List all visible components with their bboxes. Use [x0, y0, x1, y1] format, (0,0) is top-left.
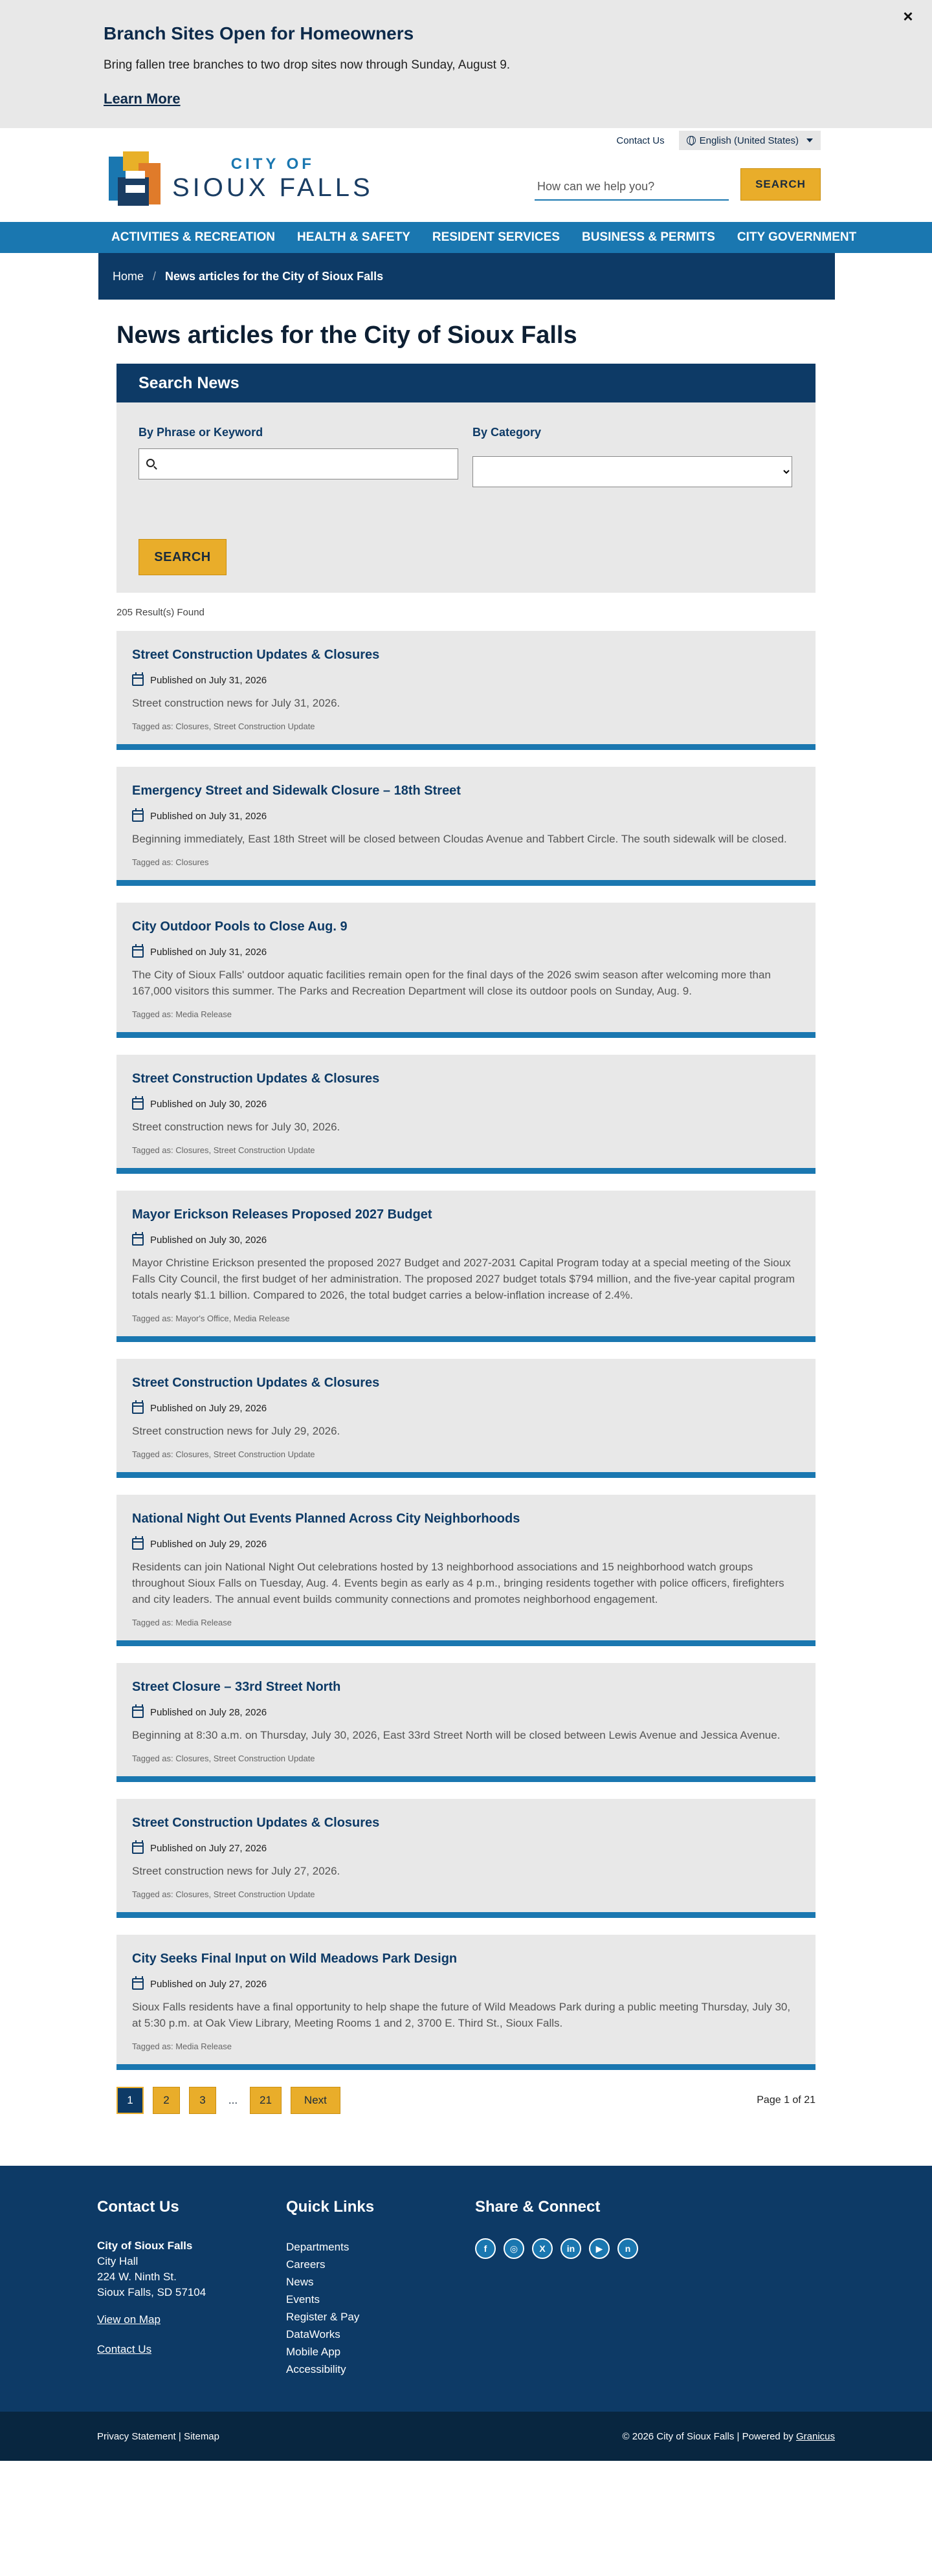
granicus-link[interactable]: Granicus [795, 2430, 835, 2442]
copyright: © 2026 City of Sioux Falls | Powered by [622, 2430, 793, 2442]
category-select[interactable] [472, 456, 792, 487]
logo-text [172, 155, 373, 202]
news-card-date [132, 1402, 800, 1414]
site-header [0, 128, 932, 222]
news-card [116, 1359, 816, 1478]
quick-link[interactable]: Departments [286, 2241, 350, 2253]
footer-quick-links [286, 2198, 475, 2412]
news-card [116, 1495, 816, 1646]
news-card-title [132, 1207, 800, 1222]
nav-activities-recreation[interactable]: ACTIVITIES & RECREATION [111, 230, 275, 244]
page-link[interactable]: 21 [250, 2087, 282, 2114]
news-card [116, 767, 816, 886]
news-card-summary: Mayor Christine Erickson presented the proposed 2027 Budget and 2027-2031 Capital Program today at a special meeting of the Sioux Falls City Council, the first budget of her administration. The proposed 2027 budget totals $794 million, and the five-year capital program totals nearly $1.1 billion. Compared to 2026, the total budget carries a below-inflation increase of 2.4%. [132, 1257, 795, 1301]
news-card-link[interactable]: Street Construction Updates & Closures [132, 648, 380, 662]
alert-title: Branch Sites Open for Homeowners [104, 23, 414, 43]
main-content [116, 322, 816, 2114]
page-ellipsis: ... [228, 2094, 238, 2106]
news-card-date [132, 810, 800, 822]
published-date: Published on July 31, 2026 [150, 946, 267, 958]
footer-address-line: City Hall [97, 2255, 139, 2267]
calendar-icon [132, 1098, 144, 1110]
sitemap-link[interactable]: Sitemap [183, 2430, 219, 2442]
share-heading: Share & Connect [475, 2198, 601, 2216]
news-card-link[interactable]: City Outdoor Pools to Close Aug. 9 [132, 919, 348, 934]
news-search-button[interactable]: SEARCH [139, 539, 227, 575]
news-card-summary: Street construction news for July 27, 2026. [132, 1865, 340, 1877]
alert-learn-more-link[interactable]: Learn More [104, 91, 181, 107]
published-date: Published on July 31, 2026 [150, 810, 267, 822]
news-card-title [132, 1680, 800, 1695]
footer-share [475, 2198, 664, 2412]
news-card-summary: Street construction news for July 31, 2026. [132, 697, 340, 709]
page-links [116, 2087, 340, 2114]
news-card [116, 1935, 816, 2070]
quick-link[interactable]: Careers [286, 2258, 326, 2271]
news-card-tags: Tagged as: Mayor's Office, Media Release [132, 1314, 290, 1323]
news-card-link[interactable]: Street Construction Updates & Closures [132, 1376, 380, 1390]
news-card-tags: Tagged as: Closures, Street Construction Update [132, 1145, 315, 1155]
news-card-tags: Tagged as: Closures, Street Construction Update [132, 1889, 315, 1899]
category-label: By Category [472, 426, 542, 439]
search-icon [146, 459, 155, 467]
logo-city-of: CITY OF [230, 155, 315, 173]
breadcrumb [98, 253, 835, 300]
quick-links-heading: Quick Links [286, 2198, 375, 2216]
published-date: Published on July 30, 2026 [150, 1234, 267, 1246]
utility-bar [616, 131, 821, 150]
news-card-tags: Tagged as: Closures [132, 857, 209, 867]
instagram-icon[interactable]: ◎ [504, 2238, 524, 2259]
globe-icon [687, 136, 696, 145]
page-title: News articles for the City of Sioux Falls [116, 322, 577, 349]
footer-address-line: 224 W. Ninth St. [97, 2271, 177, 2283]
quick-link[interactable]: Events [286, 2293, 320, 2306]
quick-link[interactable]: Register & Pay [286, 2311, 360, 2323]
breadcrumb-separator: / [153, 269, 157, 283]
chevron-down-icon [806, 138, 813, 142]
calendar-icon [132, 674, 144, 686]
view-on-map-link[interactable]: View on Map [97, 2313, 161, 2326]
next-page-button[interactable]: Next [291, 2087, 340, 2114]
news-card-link[interactable]: Emergency Street and Sidewalk Closure – 18th Street [132, 784, 461, 798]
site-search-input[interactable] [535, 168, 729, 201]
calendar-icon [132, 1538, 144, 1550]
breadcrumb-home[interactable]: Home [113, 269, 144, 283]
news-card-tags: Tagged as: Closures, Street Construction Update [132, 1754, 315, 1763]
published-date: Published on July 29, 2026 [150, 1402, 267, 1414]
quick-link[interactable]: Mobile App [286, 2346, 341, 2358]
news-card-date [132, 946, 800, 958]
calendar-icon [132, 810, 144, 822]
nextdoor-icon[interactable]: n [617, 2238, 638, 2259]
news-card-summary: Beginning immediately, East 18th Street will be closed between Cloudas Avenue and Tabbert Circle. The south sidewalk will be closed. [132, 833, 787, 845]
news-card-link[interactable]: Mayor Erickson Releases Proposed 2027 Budget [132, 1207, 432, 1222]
footer-contact-heading: Contact Us [97, 2198, 179, 2216]
published-date: Published on July 29, 2026 [150, 1538, 267, 1550]
page-link[interactable]: 2 [153, 2087, 180, 2114]
calendar-icon [132, 1706, 144, 1718]
news-card-date [132, 1538, 800, 1550]
close-icon[interactable]: × [903, 6, 913, 26]
news-card-title [132, 919, 800, 934]
footer-contact-link[interactable]: Contact Us [97, 2343, 152, 2355]
site-search-button[interactable]: SEARCH [740, 168, 821, 201]
page-info: Page 1 of 21 [757, 2095, 816, 2106]
footer-address-line: Sioux Falls, SD 57104 [97, 2286, 206, 2298]
nav-business-permits[interactable]: BUSINESS & PERMITS [581, 230, 715, 244]
news-card [116, 903, 816, 1038]
page-link[interactable]: 3 [189, 2087, 216, 2114]
logo-mark-icon [109, 151, 161, 206]
page-link[interactable]: 1 [116, 2087, 144, 2114]
news-card-tags: Tagged as: Closures, Street Construction Update [132, 721, 315, 731]
search-news-header: Search News [116, 364, 816, 402]
alert-message: Bring fallen tree branches to two drop sites now through Sunday, August 9. [104, 58, 511, 72]
youtube-icon[interactable]: ▶ [589, 2238, 610, 2259]
news-card-link[interactable]: Street Construction Updates & Closures [132, 1816, 380, 1830]
quick-link[interactable]: News [286, 2276, 314, 2288]
calendar-icon [132, 1842, 144, 1854]
calendar-icon [132, 1402, 144, 1414]
news-card [116, 631, 816, 750]
nav-city-government[interactable]: CITY GOVERNMENT [737, 230, 857, 244]
news-card-tags: Tagged as: Closures, Street Construction Update [132, 1449, 315, 1459]
site-search [535, 168, 821, 201]
news-card-title [132, 1512, 800, 1526]
published-date: Published on July 31, 2026 [150, 674, 267, 686]
calendar-icon [132, 946, 144, 958]
quick-link[interactable]: DataWorks [286, 2328, 340, 2340]
alert-banner [0, 0, 932, 128]
nav-health-safety[interactable]: HEALTH & SAFETY [297, 230, 410, 244]
news-card-date [132, 1098, 800, 1110]
news-card-title [132, 648, 800, 663]
news-card-title [132, 1072, 800, 1086]
published-date: Published on July 30, 2026 [150, 1098, 267, 1110]
published-date: Published on July 28, 2026 [150, 1706, 267, 1718]
news-card [116, 1191, 816, 1342]
main-nav [0, 222, 932, 253]
privacy-link[interactable]: Privacy Statement [97, 2430, 176, 2442]
news-card-tags: Tagged as: Media Release [132, 1618, 232, 1627]
news-card-summary: Sioux Falls residents have a final opportunity to help shape the future of Wild Meadows Park during a public meeting Thursday, July 30, at 5:30 p.m. at Oak View Library, Meeting Rooms 1 and 2, 3700 E. Third St., Sioux Falls. [132, 2001, 791, 2029]
footer-contact [97, 2198, 286, 2412]
x-icon[interactable]: X [532, 2238, 553, 2259]
news-card-link[interactable]: City Seeks Final Input on Wild Meadows Park Design [132, 1952, 458, 1966]
news-card-date [132, 1978, 800, 1990]
news-card-link[interactable]: Street Closure – 33rd Street North [132, 1680, 341, 1694]
keyword-input[interactable] [139, 448, 458, 479]
results-count: 205 Result(s) Found [116, 607, 205, 618]
news-card-summary: The City of Sioux Falls' outdoor aquatic facilities remain open for the final days of the 2026 swim season after welcoming more than 167,000 visitors this summer. The Parks and Recreation Department will close its outdoor pools on Sunday, Aug. 9. [132, 969, 771, 997]
site-logo[interactable] [109, 151, 373, 206]
news-card-summary: Street construction news for July 29, 2026. [132, 1425, 340, 1437]
quick-link[interactable]: Accessibility [286, 2363, 346, 2375]
published-date: Published on July 27, 2026 [150, 1842, 267, 1854]
calendar-icon [132, 1978, 144, 1990]
news-card-title [132, 1816, 800, 1831]
news-card-date [132, 1706, 800, 1718]
news-card-title [132, 1376, 800, 1391]
footer-org-name: City of Sioux Falls [97, 2240, 193, 2252]
logo-sioux-falls: SIOUX FALLS [172, 173, 373, 202]
news-card-date [132, 1842, 800, 1854]
news-card-tags: Tagged as: Media Release [132, 1009, 232, 1019]
nav-resident-services[interactable]: RESIDENT SERVICES [432, 230, 560, 244]
breadcrumb-current: News articles for the City of Sioux Falls [165, 269, 384, 283]
article-list [116, 631, 816, 2070]
site-footer [0, 2166, 932, 2412]
footer-bottom-bar: Privacy Statement | Sitemap © 2026 City of Sioux Falls | Powered by Granicus [0, 2412, 932, 2461]
news-card-summary: Beginning at 8:30 a.m. on Thursday, July 30, 2026, East 33rd Street North will be closed between Lewis Avenue and Jessica Avenue. [132, 1729, 781, 1741]
news-card-tags: Tagged as: Media Release [132, 2042, 232, 2051]
news-card [116, 1663, 816, 1782]
news-card-date [132, 674, 800, 686]
pagination [116, 2087, 816, 2114]
news-card-summary: Street construction news for July 30, 2026. [132, 1121, 340, 1133]
facebook-icon[interactable]: f [475, 2238, 496, 2259]
linkedin-icon[interactable]: in [560, 2238, 581, 2259]
news-card-title [132, 784, 800, 798]
search-news-panel [116, 364, 816, 593]
news-card-link[interactable]: Street Construction Updates & Closures [132, 1072, 380, 1086]
news-card-date [132, 1234, 800, 1246]
utility-contact-link[interactable]: Contact Us [616, 135, 665, 146]
keyword-label: By Phrase or Keyword [139, 426, 263, 439]
news-card-title [132, 1952, 800, 1966]
language-selector[interactable] [679, 131, 821, 150]
language-label: English (United States) [699, 135, 799, 146]
published-date: Published on July 27, 2026 [150, 1978, 267, 1990]
news-card [116, 1055, 816, 1174]
news-card-link[interactable]: National Night Out Events Planned Across City Neighborhoods [132, 1512, 520, 1526]
news-card-summary: Residents can join National Night Out celebrations hosted by 13 neighborhood associations and 15 neighborhood watch groups throughout Sioux Falls on Tuesday, Aug. 4. Events begin as early as 4 p.m., bringing residents together with police officers, firefighters and city leaders. The annual event builds community connections and promotes neighborhood engagement. [132, 1561, 784, 1605]
news-card [116, 1799, 816, 1918]
calendar-icon [132, 1234, 144, 1246]
